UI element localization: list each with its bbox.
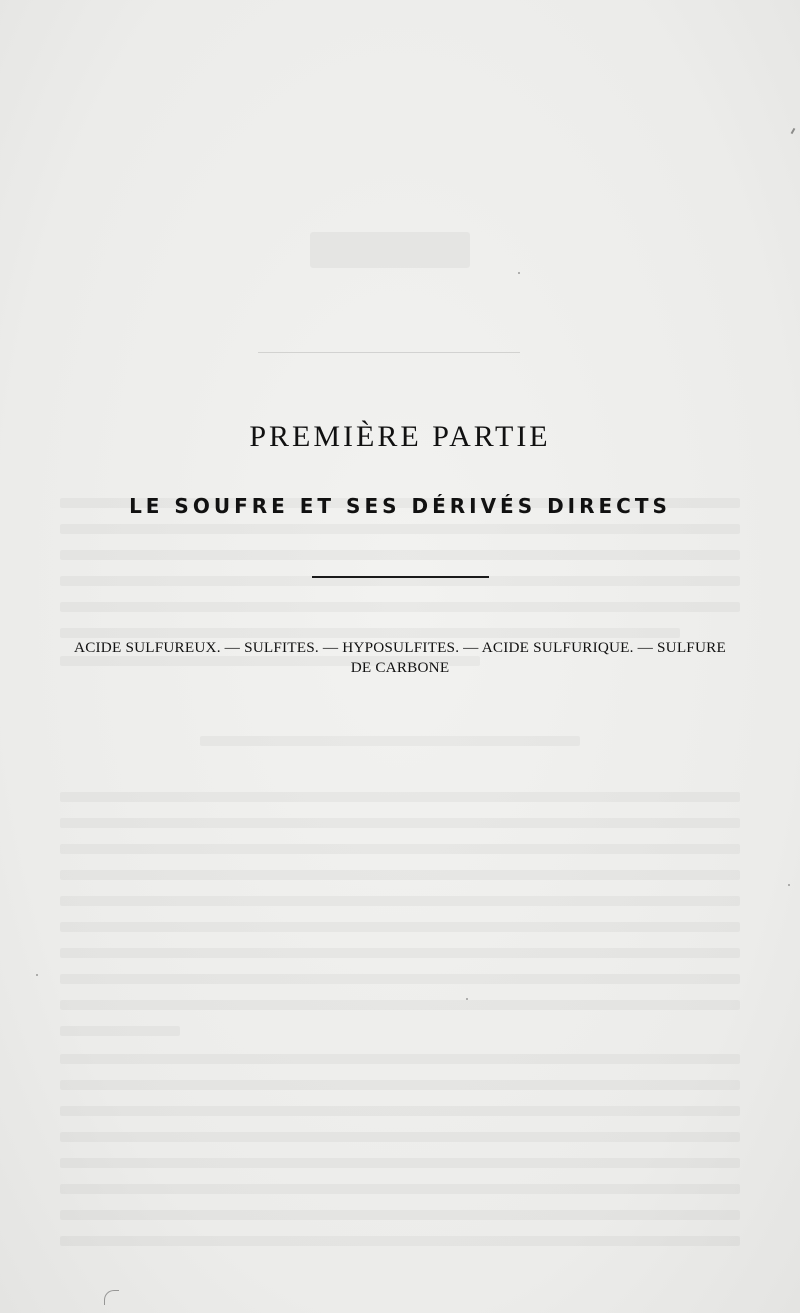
show-through-line bbox=[60, 922, 740, 932]
subject-line-2: DE CARBONE bbox=[350, 659, 450, 676]
show-through-line bbox=[60, 550, 740, 560]
show-through-line bbox=[60, 792, 740, 802]
show-through-heading bbox=[310, 232, 470, 268]
subject-list bbox=[20, 638, 780, 678]
show-through-line bbox=[60, 524, 740, 534]
part-title: PREMIÈRE PARTIE bbox=[249, 420, 551, 453]
print-speck bbox=[36, 974, 38, 976]
show-through-line bbox=[60, 844, 740, 854]
show-through-line bbox=[60, 628, 680, 638]
show-through-line bbox=[60, 1106, 740, 1116]
show-through-line bbox=[60, 1054, 740, 1064]
show-through-rule bbox=[258, 352, 520, 353]
show-through-line bbox=[60, 870, 740, 880]
show-through-line bbox=[200, 736, 580, 746]
show-through-line bbox=[60, 1184, 740, 1194]
print-speck bbox=[466, 998, 468, 1000]
section-divider bbox=[312, 576, 489, 578]
show-through-line bbox=[60, 896, 740, 906]
show-through-line bbox=[60, 1132, 740, 1142]
show-through-line bbox=[60, 1000, 740, 1010]
show-through-line bbox=[60, 1210, 740, 1220]
show-through-line bbox=[60, 948, 740, 958]
print-speck bbox=[518, 272, 520, 274]
subject-line-1: ACIDE SULFUREUX. — SULFITES. — HYPOSULFITES. — ACIDE SULFURIQUE. — SULFURE bbox=[74, 639, 726, 656]
print-speck bbox=[788, 884, 790, 886]
show-through-line bbox=[60, 1080, 740, 1090]
show-through-line bbox=[60, 974, 740, 984]
show-through-line bbox=[60, 818, 740, 828]
show-through-line bbox=[60, 602, 740, 612]
print-speck bbox=[791, 128, 796, 134]
show-through-line bbox=[60, 1236, 740, 1246]
show-through-line bbox=[60, 1158, 740, 1168]
show-through-line bbox=[60, 1026, 180, 1036]
section-title: LE SOUFRE ET SES DÉRIVÉS DIRECTS bbox=[129, 494, 671, 518]
print-speck bbox=[104, 1290, 119, 1305]
